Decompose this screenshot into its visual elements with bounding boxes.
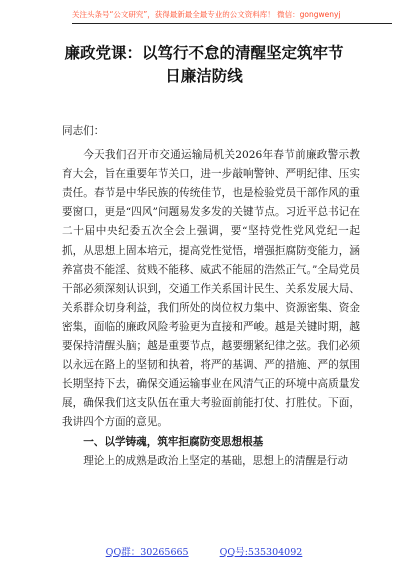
document-title [0, 42, 408, 88]
title-line-1: 廉政党课：以笃行不怠的清醒坚定筑牢节 [64, 44, 344, 62]
section-heading-1: 一、以学铸魂，筑牢拒腐防变思想根基 [83, 435, 264, 448]
qq-number[interactable]: 535304092 [247, 547, 303, 558]
greeting: 同志们： [62, 125, 105, 137]
qq-label: QQ号: [219, 547, 248, 558]
paragraph-section-1: 理论上的成熟是政治上坚定的基础，思想上的清醒是行动 [83, 454, 349, 467]
qq-group-label: QQ群： [105, 547, 141, 558]
title-line-2: 日廉洁防线 [165, 67, 243, 85]
document-body [62, 122, 360, 471]
qq-group-number[interactable]: 30265665 [140, 547, 189, 558]
paragraph-intro: 今天我们召开市交通运输局机关2026年春节前廉政警示教育大会，旨在重要年节关口，进一步敲响警钟、严明纪律、压实责任。春节是中华民族的传统佳节，也是检验党员干部作风的重要窗口，更是“四风”问题易发多发的关键节点。习近平总书记在二十届中央纪委五次全会上强调，要“坚持党性党风党纪一起抓，从思想上固本培元，提高党性觉悟，增强拒腐防变能力，涵养富贵不能淫、贫贱不能移、威武不能屈的浩然正气。”全局党员干部必须深刻认识到，交通工作关系国计民生、关系发展大局、关系群众切身利益，我们所处的岗位权力集中、资源密集、资金密集，面临的廉政风险考验更为直接和严峻。越是关键时期，越要保持清醒头脑；越是重要节点，越要绷紧纪律之弦。我们必须以永远在路上的坚韧和执着，将严的基调、严的措施、严的氛围长期坚持下去，确保交通运输事业在风清气正的环境中高质量发展，确保我们这支队伍在重大考验面前能打仗、打胜仗。下面，我讲四个方面的意见。 [62, 149, 360, 429]
qq-number-info [220, 544, 303, 558]
header-banner-text: 关注头条号“公文研究”，获得最新最全最专业的公文资料库！ 微信：gongwenyj [72, 10, 341, 19]
footer-contact [0, 544, 408, 558]
header-banner [72, 8, 392, 24]
qq-group-info [106, 544, 189, 558]
